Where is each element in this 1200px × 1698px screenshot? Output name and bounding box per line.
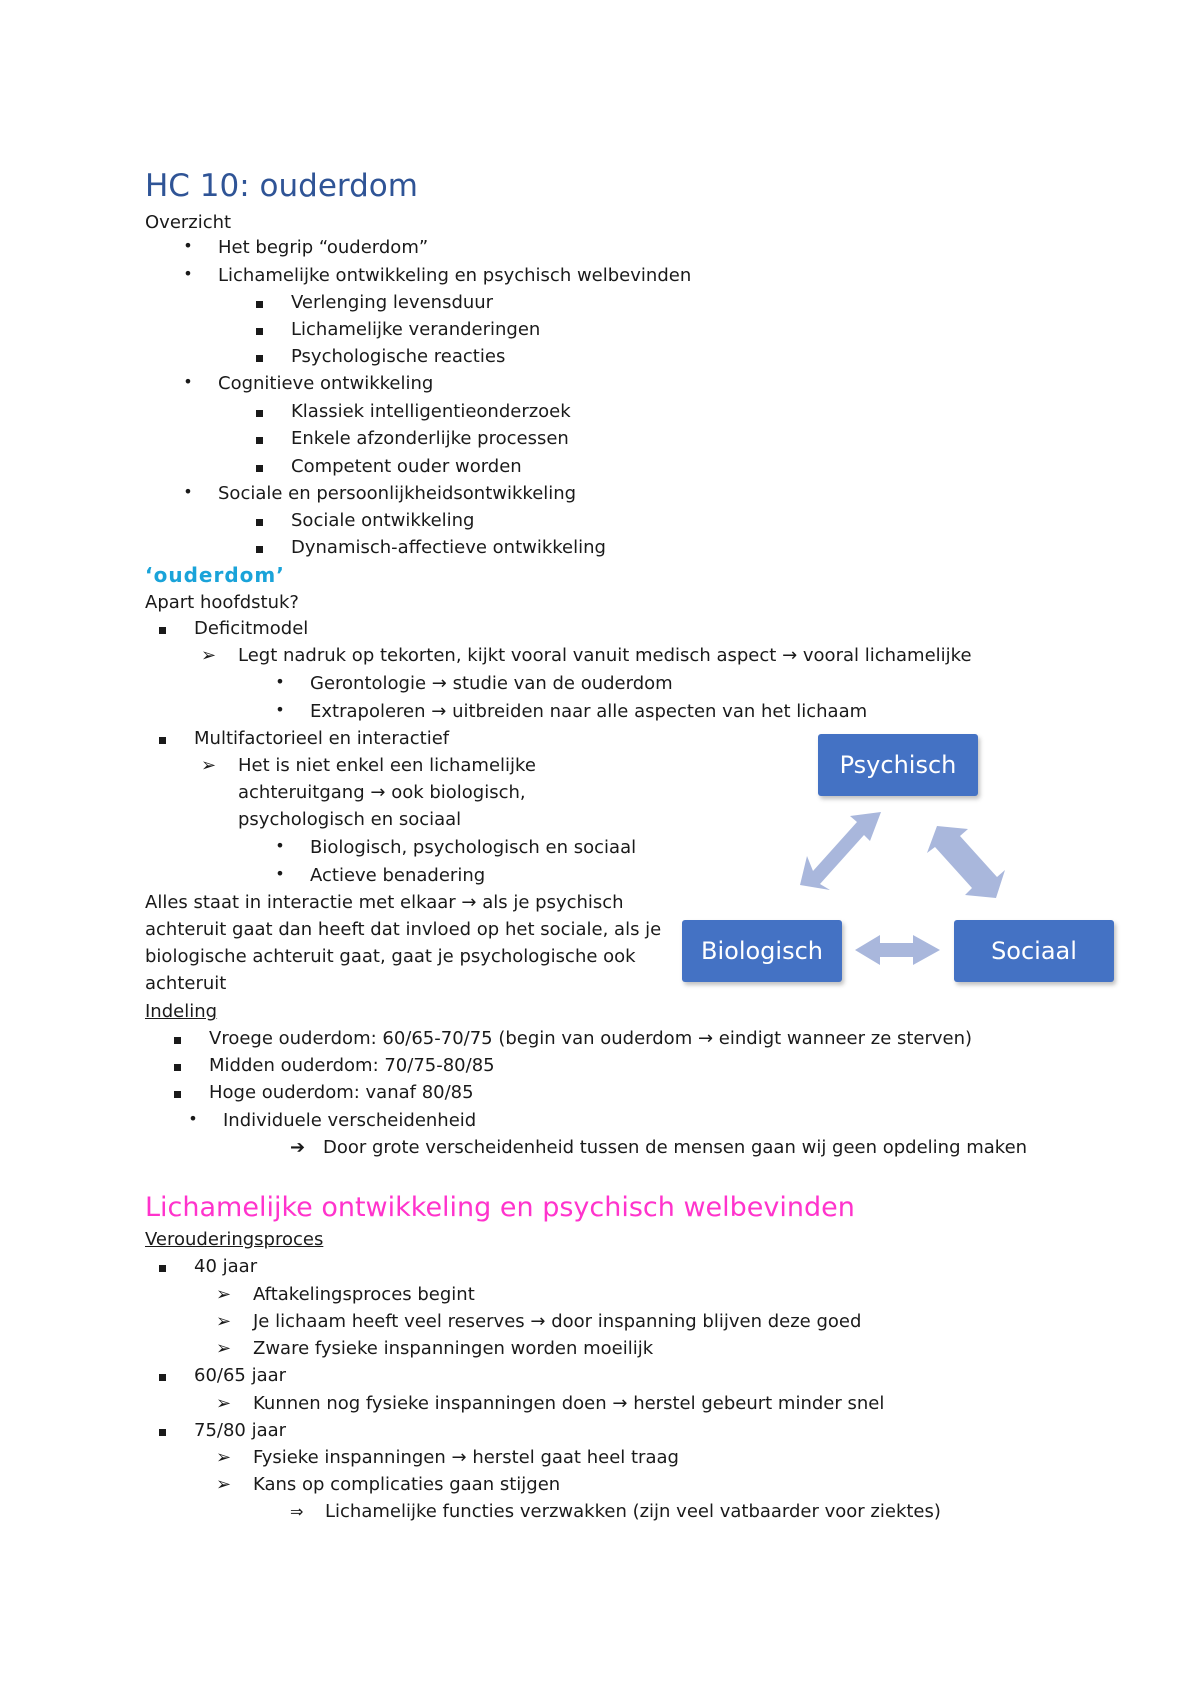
arrow-icon: → [370,782,386,803]
alles-line-4: achteruit [145,973,227,994]
list-subitem: Gerontologie → studie van de ouderdom [310,673,673,694]
arrow-icon: → [612,1393,628,1414]
age-line: Je lichaam heeft veel reserves → door inspanning blijven deze goed [253,1311,862,1332]
multi-arrow-line-2: achteruitgang → ook biologisch, [238,782,526,803]
arrow-icon: → [697,1028,714,1049]
arrow-icon: → [530,1311,546,1332]
list-subitem: Competent ouder worden [291,456,522,477]
deficit-arrow-line: Legt nadruk op tekorten, kijkt vooral vanuit medisch aspect → vooral lichamelijke [238,645,972,666]
arrow-icon: → [782,645,798,666]
section-question: Apart hoofdstuk? [145,592,299,613]
list-subitem: Extrapoleren → uitbreiden naar alle aspecten van het lichaam [310,701,868,722]
age-line: Zware fysieke inspanningen worden moeilijk [253,1338,654,1359]
diagram-node-psychisch: Psychisch [818,734,978,796]
list-item: Cognitieve ontwikkeling [218,373,434,394]
alles-line-2: achteruit gaat dan heeft dat invloed op het sociale, als je [145,919,662,940]
arrow-icon: → [431,701,447,722]
bullet-icon: • [183,264,193,283]
chevron-arrow-icon: ➢ [216,1474,232,1495]
alles-line-3: biologische achteruit gaat, gaat je psychologische ook [145,946,636,967]
list-subitem: Sociale ontwikkeling [291,510,475,531]
list-subitem: Klassiek intelligentieonderzoek [291,401,571,422]
indeling-item: Vroege ouderdom: 60/65-70/75 (begin van ouderdom → eindigt wanneer ze sterven) [209,1028,973,1049]
age-label: 60/65 jaar [194,1365,287,1386]
section-heading-lichamelijke: Lichamelijke ontwikkeling en psychisch welbevinden [145,1192,855,1223]
list-subitem: Lichamelijke veranderingen [291,319,541,340]
chevron-arrow-icon: ➢ [201,755,217,776]
bullet-icon: • [183,372,193,391]
age-label: 75/80 jaar [194,1420,287,1441]
multi-arrow-line-3: psychologisch en sociaal [238,809,462,830]
double-arrow-biologisch-sociaal [855,935,940,965]
chevron-arrow-icon: ➢ [216,1338,232,1359]
bullet-icon: • [275,836,285,855]
alles-line-1: Alles staat in interactie met elkaar → als je psychisch [145,892,624,913]
section-heading-ouderdom: ‘ouderdom’ [145,563,285,587]
chevron-arrow-icon: ➢ [216,1447,232,1468]
list-subitem: Verlenging levensduur [291,292,494,313]
chevron-arrow-icon: ➢ [216,1311,232,1332]
list-item: Sociale en persoonlijkheidsontwikkeling [218,483,577,504]
double-arrow-psychisch-biologisch [800,812,881,890]
list-subitem: Biologisch, psychologisch en sociaal [310,837,637,858]
age-line: Aftakelingsproces begint [253,1284,475,1305]
overzicht-label: Overzicht [145,212,232,233]
bullet-icon: • [183,482,193,501]
age-line: Kunnen nog fysieke inspanningen doen → herstel gebeurt minder snel [253,1393,885,1414]
age-line: Fysieke inspanningen → herstel gaat heel traag [253,1447,679,1468]
multi-arrow-line-1: Het is niet enkel een lichamelijke [238,755,536,776]
page-title: HC 10: ouderdom [145,168,418,204]
indeling-label: Indeling [145,1001,218,1022]
final-line: Lichamelijke functies verzwakken (zijn veel vatbaarder voor ziektes) [325,1501,941,1522]
age-label: 40 jaar [194,1256,258,1277]
double-arrow-psychisch-sociaal [927,826,1005,898]
list-subitem: Actieve benadering [310,865,486,886]
indeling-item: Hoge ouderdom: vanaf 80/85 [209,1082,474,1103]
age-line: Kans op complicaties gaan stijgen [253,1474,561,1495]
list-item: Lichamelijke ontwikkeling en psychisch welbevinden [218,265,692,286]
bullet-icon: • [183,236,193,255]
multi-label: Multifactorieel en interactief [194,728,450,749]
list-item: Het begrip “ouderdom” [218,237,429,258]
deficit-label: Deficitmodel [194,618,309,639]
diagram-node-sociaal: Sociaal [954,920,1114,982]
chevron-arrow-icon: ➢ [216,1393,232,1414]
bullet-icon: • [275,864,285,883]
bold-arrow-icon: ➔ [290,1137,306,1158]
list-subitem: Enkele afzonderlijke processen [291,428,569,449]
chevron-arrow-icon: ➢ [201,645,217,666]
list-subitem: Psychologische reacties [291,346,506,367]
bullet-icon: • [275,672,285,691]
arrow-icon: → [461,892,477,913]
indeling-subitem: Individuele verscheidenheid [223,1110,477,1131]
arrow-icon: → [451,1447,467,1468]
double-arrow-icon: ⇒ [290,1502,304,1521]
bullet-icon: • [188,1109,198,1128]
bullet-icon: • [275,700,285,719]
indeling-item: Midden ouderdom: 70/75-80/85 [209,1055,495,1076]
verouderingsproces-label: Verouderingsproces [145,1229,324,1250]
indeling-arrow-line: Door grote verscheidenheid tussen de mensen gaan wij geen opdeling maken [323,1137,1028,1158]
list-subitem: Dynamisch-affectieve ontwikkeling [291,537,606,558]
diagram-node-biologisch: Biologisch [682,920,842,982]
arrow-icon: → [431,673,447,694]
chevron-arrow-icon: ➢ [216,1284,232,1305]
